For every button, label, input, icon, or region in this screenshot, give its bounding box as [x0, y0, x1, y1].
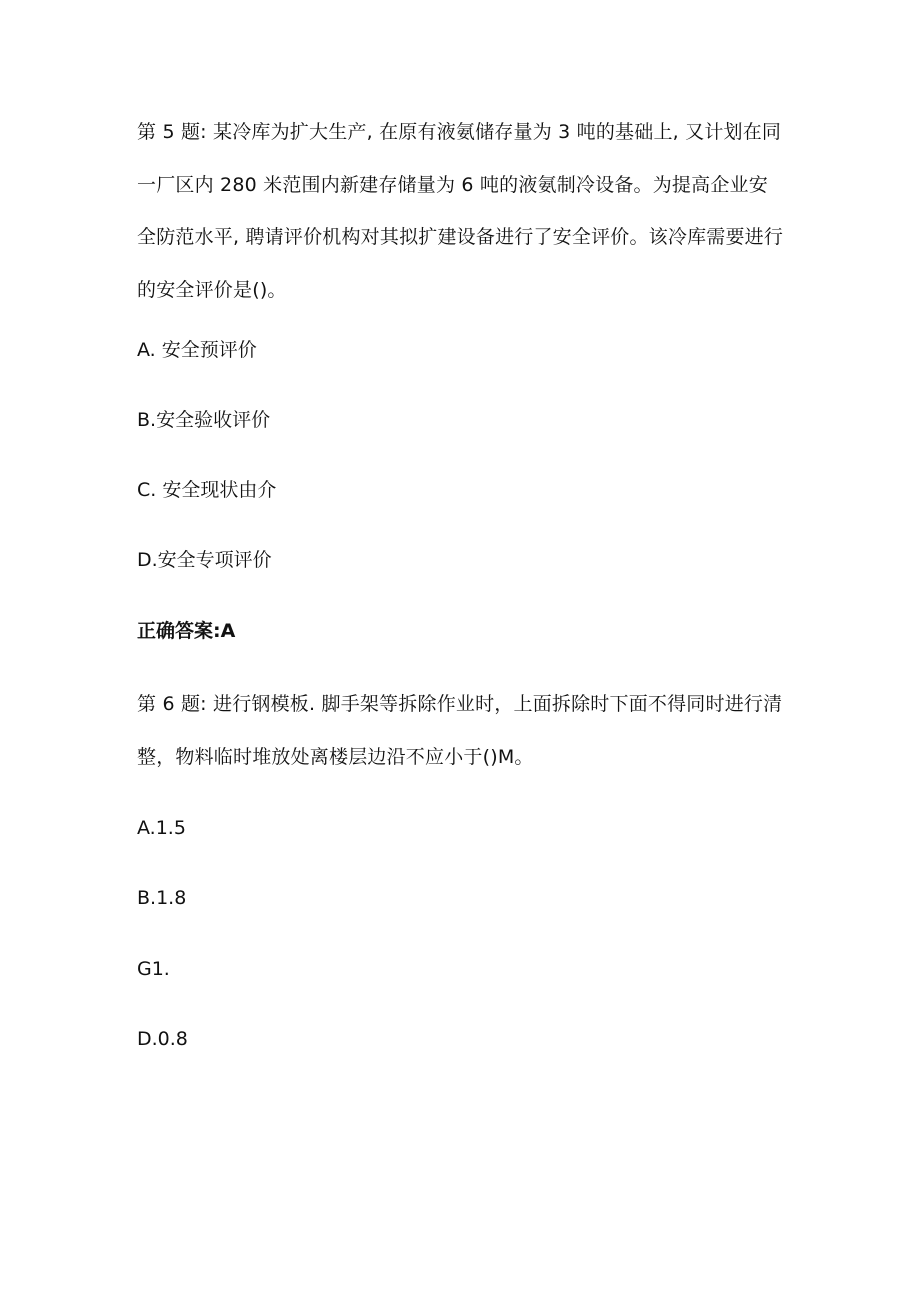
question-5-text: 第 5 题: 某冷库为扩大生产, 在原有液氨储存量为 3 吨的基础上, 又计划在同一厂区内 280 米范围内新建存储量为 6 吨的液氨制冷设备。为提高企业安全防范水平, 聘请评价机构对其拟扩建设备进行了安全评价。该冷库需要进行的安全评价是()。 — [137, 121, 784, 302]
question-6-option-c: G1. — [137, 958, 170, 980]
question-5-option-b: B.安全验收评价 — [137, 409, 271, 431]
question-6-option-d: D.0.8 — [137, 1028, 188, 1050]
question-5-answer: 正确答案:A — [137, 620, 236, 642]
question-5-option-a: A. 安全预评价 — [137, 339, 257, 361]
question-5-option-c: C. 安全现状由介 — [137, 479, 277, 501]
question-6-text: 第 6 题: 进行钢模板. 脚手架等拆除作业时，上面拆除时下面不得同时进行清整，物料临时堆放处离楼层边沿不应小于()M。 — [137, 693, 783, 768]
question-5-option-d: D.安全专项评价 — [137, 549, 272, 571]
question-6-option-b: B.1.8 — [137, 887, 187, 909]
question-6-option-a: A.1.5 — [137, 817, 186, 839]
